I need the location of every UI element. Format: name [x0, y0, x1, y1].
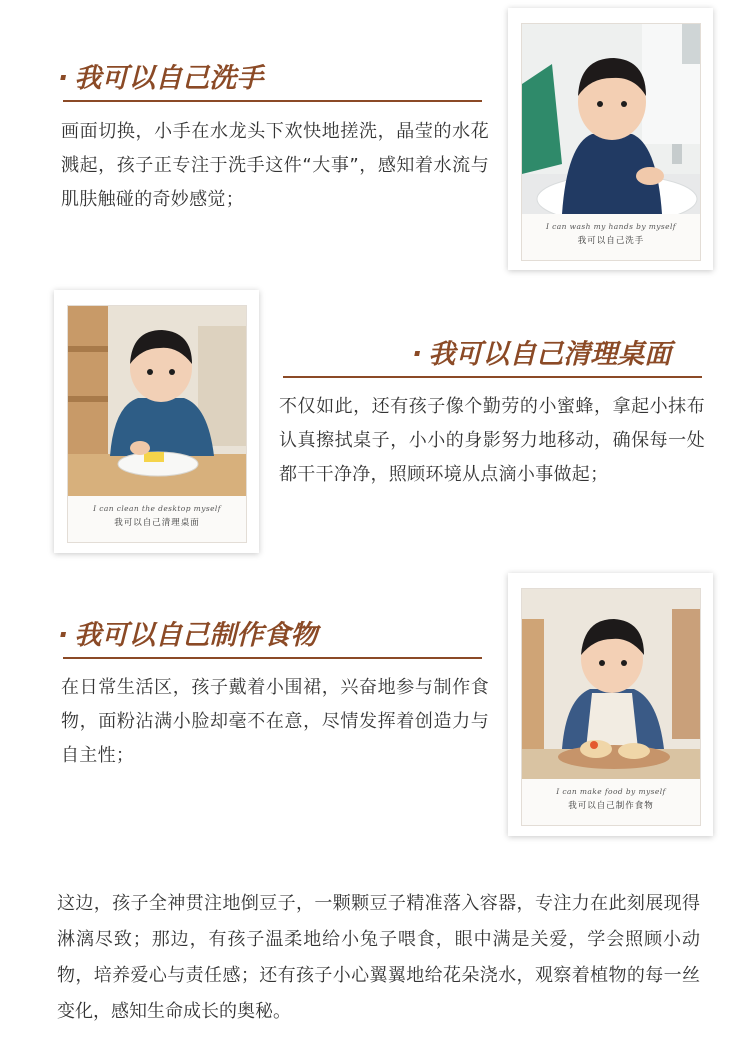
caption-chinese: 我可以自己清理桌面: [114, 518, 200, 528]
caption-english: I can wash my hands by myself: [546, 222, 676, 231]
section-1-paragraph: 画面切换，小手在水龙头下欢快地搓洗，晶莹的水花溅起，孩子正专注于洗手这件“大事”，感知着水流与肌肤触碰的奇妙感觉；: [61, 121, 489, 210]
section-3-heading: [58, 613, 317, 652]
photo-card-clean-desk: [54, 290, 259, 553]
caption-chinese: 我可以自己制作食物: [568, 801, 654, 811]
photo-card-wash-hands: [508, 8, 713, 270]
caption-english: I can make food by myself: [556, 787, 666, 796]
heading-text: 我可以自己清理桌面: [428, 339, 672, 370]
heading-text: 我可以自己制作食物: [74, 620, 318, 651]
heading-bullet: ·: [58, 620, 69, 651]
section-3-paragraph: 在日常生活区，孩子戴着小围裙，兴奋地参与制作食物，面粉沾满小脸却毫不在意，尽情发挥着创造力与自主性；: [61, 677, 489, 766]
caption-english: I can clean the desktop myself: [93, 504, 221, 513]
heading-bullet: ·: [58, 63, 69, 94]
heading-text: 我可以自己洗手: [74, 63, 264, 94]
child-washing-hands-photo: [522, 24, 700, 214]
child-cleaning-table-photo: [68, 306, 246, 496]
child-making-food-photo: [522, 589, 700, 779]
section-1-divider: [63, 100, 482, 102]
photo-card-make-food: [508, 573, 713, 836]
heading-bullet: ·: [412, 339, 423, 370]
section-1-heading: [58, 56, 263, 95]
section-2-divider: [283, 376, 702, 378]
caption-chinese: 我可以自己洗手: [577, 236, 645, 246]
closing-paragraph: 这边，孩子全神贯注地倒豆子，一颗颗豆子精准落入容器，专注力在此刻展现得淋漓尽致；那边，有孩子温柔地给小兔子喂食，眼中满是关爱，学会照顾小动物，培养爱心与责任感；还有孩子小心翼翼地给花朵浇水，观察着植物的每一丝变化，感知生命成长的奥秘。: [57, 893, 700, 1022]
section-3-divider: [63, 657, 482, 659]
section-2-paragraph: 不仅如此，还有孩子像个勤劳的小蜜蜂，拿起小抹布认真擦拭桌子，小小的身影努力地移动，确保每一处都干干净净，照顾环境从点滴小事做起；: [279, 396, 705, 485]
section-2-heading: [412, 332, 671, 371]
